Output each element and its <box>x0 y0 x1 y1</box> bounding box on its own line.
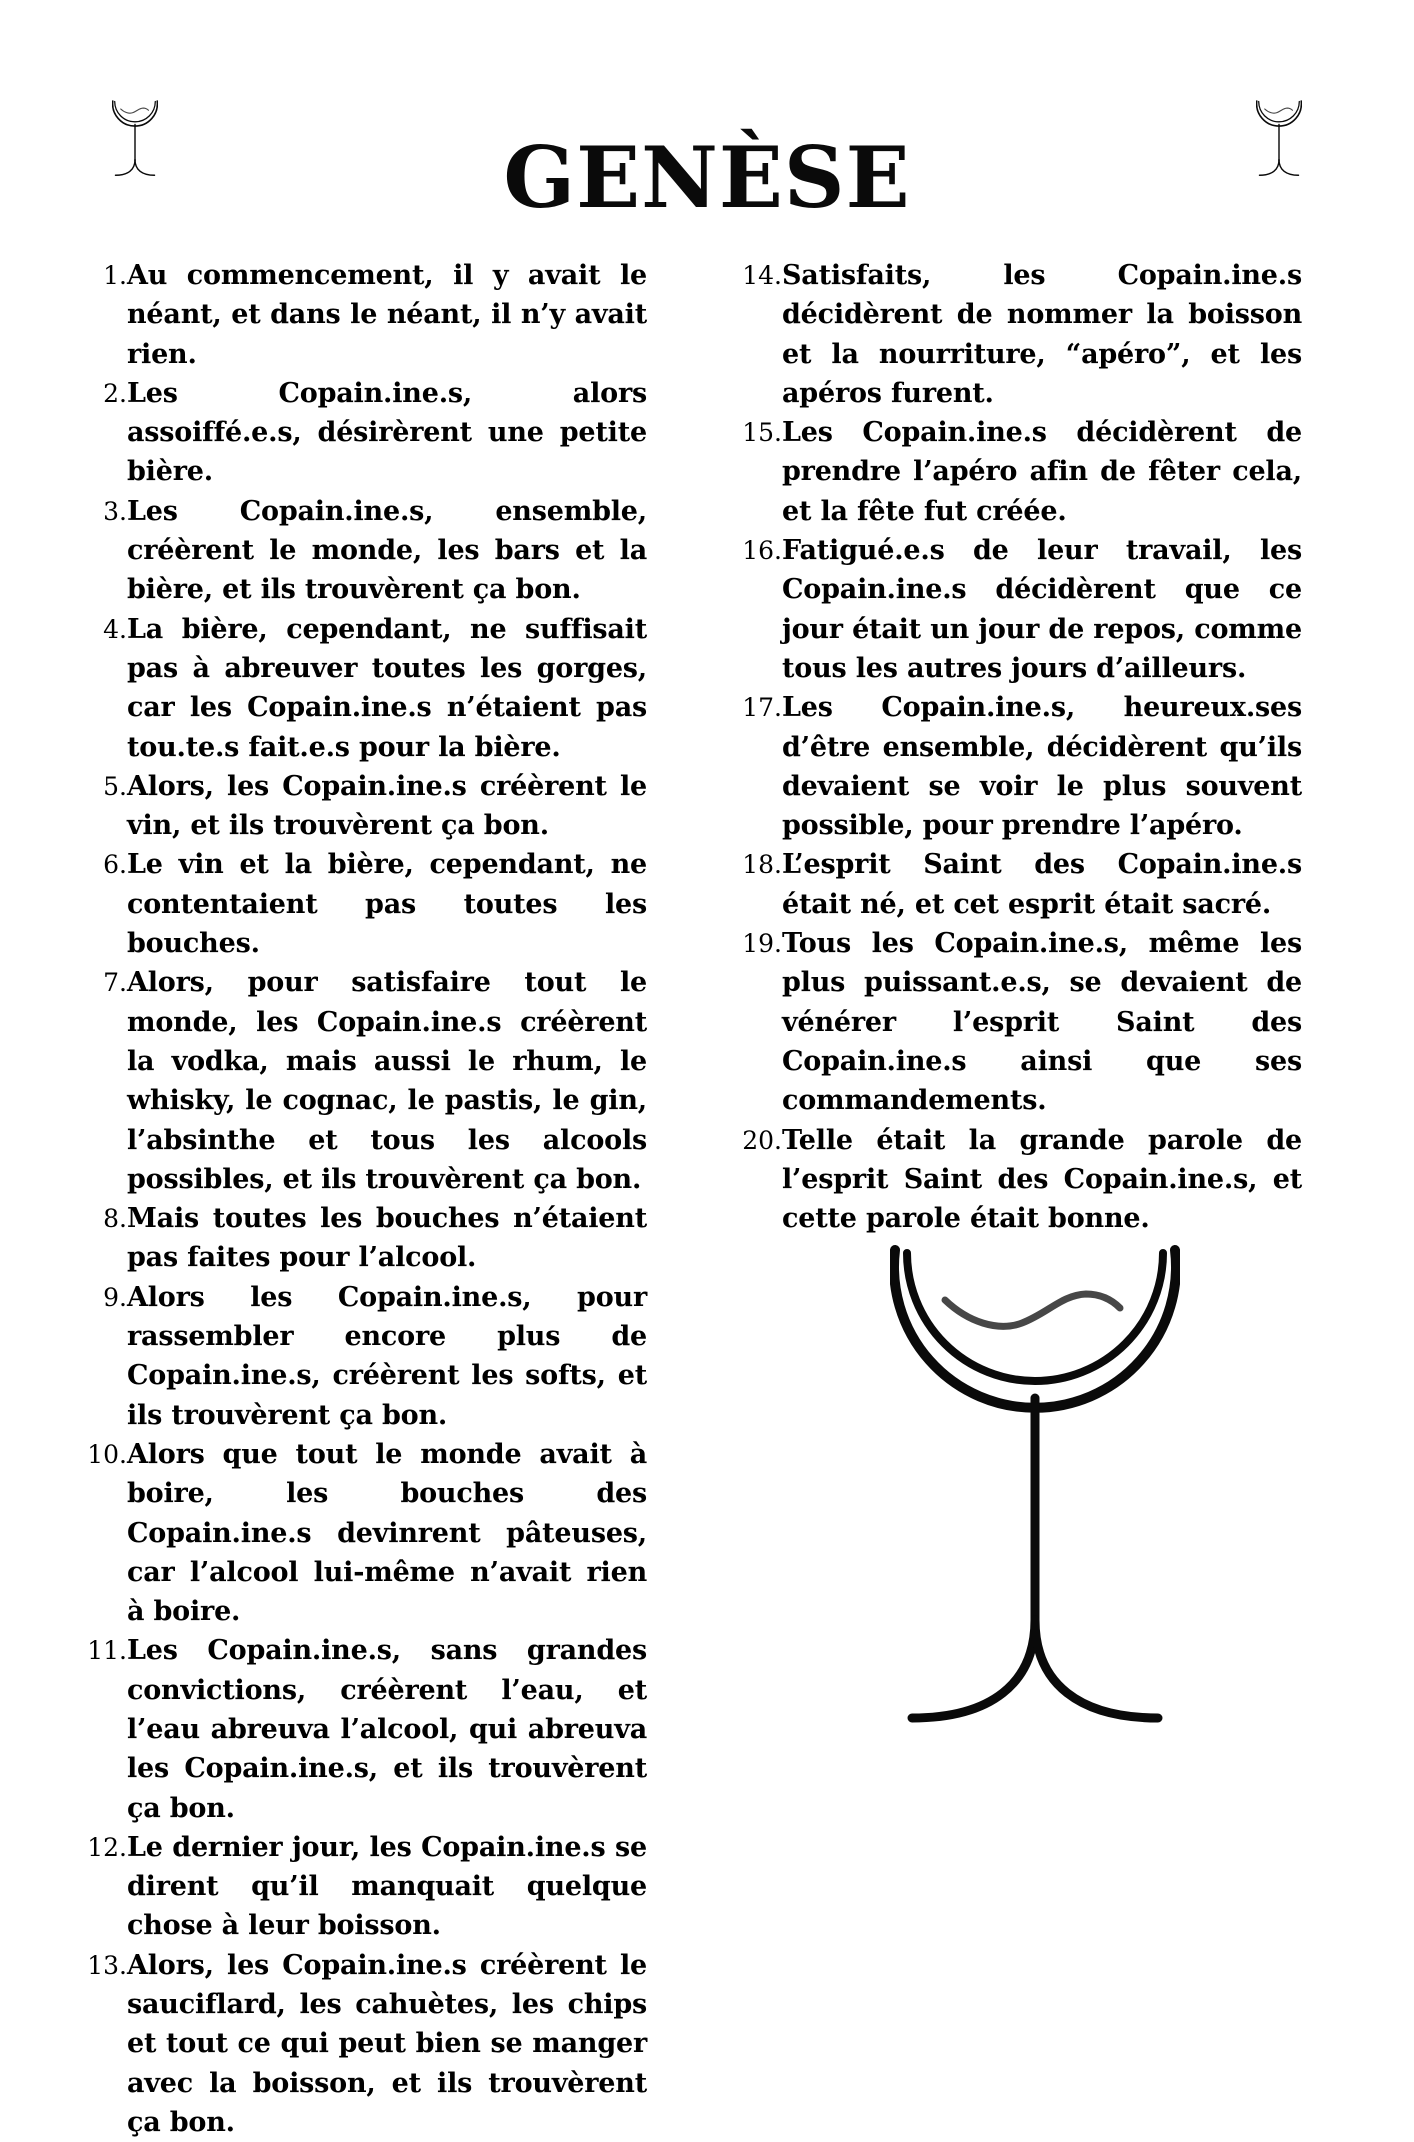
verse-item <box>85 1631 647 1827</box>
verse-item <box>85 1435 647 1631</box>
verse-number: 18. <box>742 850 782 880</box>
verse-item <box>85 963 647 1199</box>
verse-item <box>740 531 1302 688</box>
verse-item <box>85 845 647 963</box>
verse-number: 5. <box>103 771 127 801</box>
verse-item <box>85 610 647 767</box>
verse-text: Le vin et la bière, cependant, ne contentaient pas toutes les bouches. <box>127 849 647 960</box>
verse-number: 10. <box>87 1439 127 1469</box>
wine-glass-illustration <box>890 1238 1180 1728</box>
verse-text: Les Copain.ine.s, ensemble, créèrent le monde, les bars et la bière, et ils trouvèrent ça bon. <box>127 495 647 606</box>
verse-text: Alors les Copain.ine.s, pour rassembler encore plus de Copain.ine.s, créèrent les softs, et ils trouvèrent ça bon. <box>127 1281 647 1431</box>
verse-text: Fatigué.e.s de leur travail, les Copain.ine.s décidèrent que ce jour était un jour de repos, comme tous les autres jours d’ailleurs. <box>782 535 1302 684</box>
verse-text: Telle était la grande parole de l’esprit Saint des Copain.ine.s, et cette parole était bonne. <box>782 1124 1302 1235</box>
verse-number: 14. <box>742 261 782 290</box>
verse-text: Alors, les Copain.ine.s créèrent le sauciflard, les cahuètes, les chips et tout ce qui peut bien se manger avec la boisson, et ils trouvèrent ça bon. <box>127 1949 647 2138</box>
verse-number: 6. <box>103 850 127 880</box>
verses-column-left <box>85 256 647 2142</box>
verse-text: Les Copain.ine.s, sans grandes convictions, créèrent l’eau, et l’eau abreuva l’alcool, qui abreuva les Copain.ine.s, et ils trouvèrent ça bon. <box>127 1635 647 1824</box>
verse-number: 1. <box>103 261 127 290</box>
verse-item <box>85 1828 647 1946</box>
verse-number: 12. <box>87 1832 127 1862</box>
verse-number: 9. <box>103 1282 127 1312</box>
page-title: GENÈSE <box>503 128 911 228</box>
verse-item <box>740 256 1302 413</box>
verse-text: Satisfaits, les Copain.ine.s décidèrent de nommer la boisson et la nourriture, “apéro”, et les apéros furent. <box>782 260 1302 409</box>
verse-text: La bière, cependant, ne suffisait pas à abreuver toutes les gorges, car les Copain.ine.s n’étaient pas tou.te.s fait.e.s pour la bière. <box>127 613 647 763</box>
verse-number: 3. <box>103 496 127 526</box>
verse-number: 7. <box>103 968 127 998</box>
verse-text: Le dernier jour, les Copain.ine.s se dirent qu’il manquait quelque chose à leur boisson. <box>127 1831 647 1942</box>
verse-text: L’esprit Saint des Copain.ine.s était né, et cet esprit était sacré. <box>782 849 1302 920</box>
verse-number: 2. <box>103 378 127 408</box>
verse-number: 13. <box>87 1950 127 1980</box>
verse-item <box>85 256 647 374</box>
verses-column-right <box>740 256 1302 1238</box>
verse-number: 17. <box>742 693 782 723</box>
verse-text: Alors, pour satisfaire tout le monde, les Copain.ine.s créèrent la vodka, mais aussi le rhum, le whisky, le cognac, le pastis, le gin, l’absinthe et tous les alcools possibles, et ils trouvèrent ça bon. <box>127 967 647 1195</box>
verse-number: 16. <box>742 536 782 566</box>
verse-item <box>85 492 647 610</box>
verse-text: Les Copain.ine.s décidèrent de prendre l’apéro afin de fêter cela, et la fête fut créée. <box>782 417 1302 527</box>
verse-item <box>740 924 1302 1120</box>
verse-number: 19. <box>742 929 782 959</box>
verse-item <box>85 767 647 846</box>
wine-glass-icon <box>1256 99 1302 177</box>
verse-item <box>740 1121 1302 1239</box>
verse-text: Alors, les Copain.ine.s créèrent le vin, et ils trouvèrent ça bon. <box>127 770 647 842</box>
verse-item <box>740 413 1302 531</box>
verse-text: Alors que tout le monde avait à boire, les bouches des Copain.ine.s devinrent pâteuses, car l’alcool lui-même n’avait rien à boire. <box>127 1438 647 1628</box>
verse-number: 4. <box>103 614 127 644</box>
verse-item <box>85 1199 647 1278</box>
verse-text: Tous les Copain.ine.s, même les plus puissant.e.s, se devaient de vénérer l’esprit Saint des Copain.ine.s ainsi que ses commandements. <box>782 928 1302 1117</box>
verse-item <box>85 374 647 492</box>
verse-number: 20. <box>742 1125 782 1155</box>
verse-item <box>85 1946 647 2142</box>
verse-text: Mais toutes les bouches n’étaient pas faites pour l’alcool. <box>127 1203 647 1274</box>
verse-text: Les Copain.ine.s, heureux.ses d’être ensemble, décidèrent qu’ils devaient se voir le plus souvent possible, pour prendre l’apéro. <box>782 692 1302 842</box>
verse-text: Les Copain.ine.s, alors assoiffé.e.s, désirèrent une petite bière. <box>127 377 647 488</box>
verse-item <box>740 688 1302 845</box>
verse-number: 8. <box>103 1204 127 1234</box>
verse-item <box>740 845 1302 924</box>
verse-number: 15. <box>742 418 782 448</box>
verse-item <box>85 1278 647 1435</box>
verse-text: Au commencement, il y avait le néant, et dans le néant, il n’y avait rien. <box>127 260 647 370</box>
verse-number: 11. <box>87 1636 127 1666</box>
